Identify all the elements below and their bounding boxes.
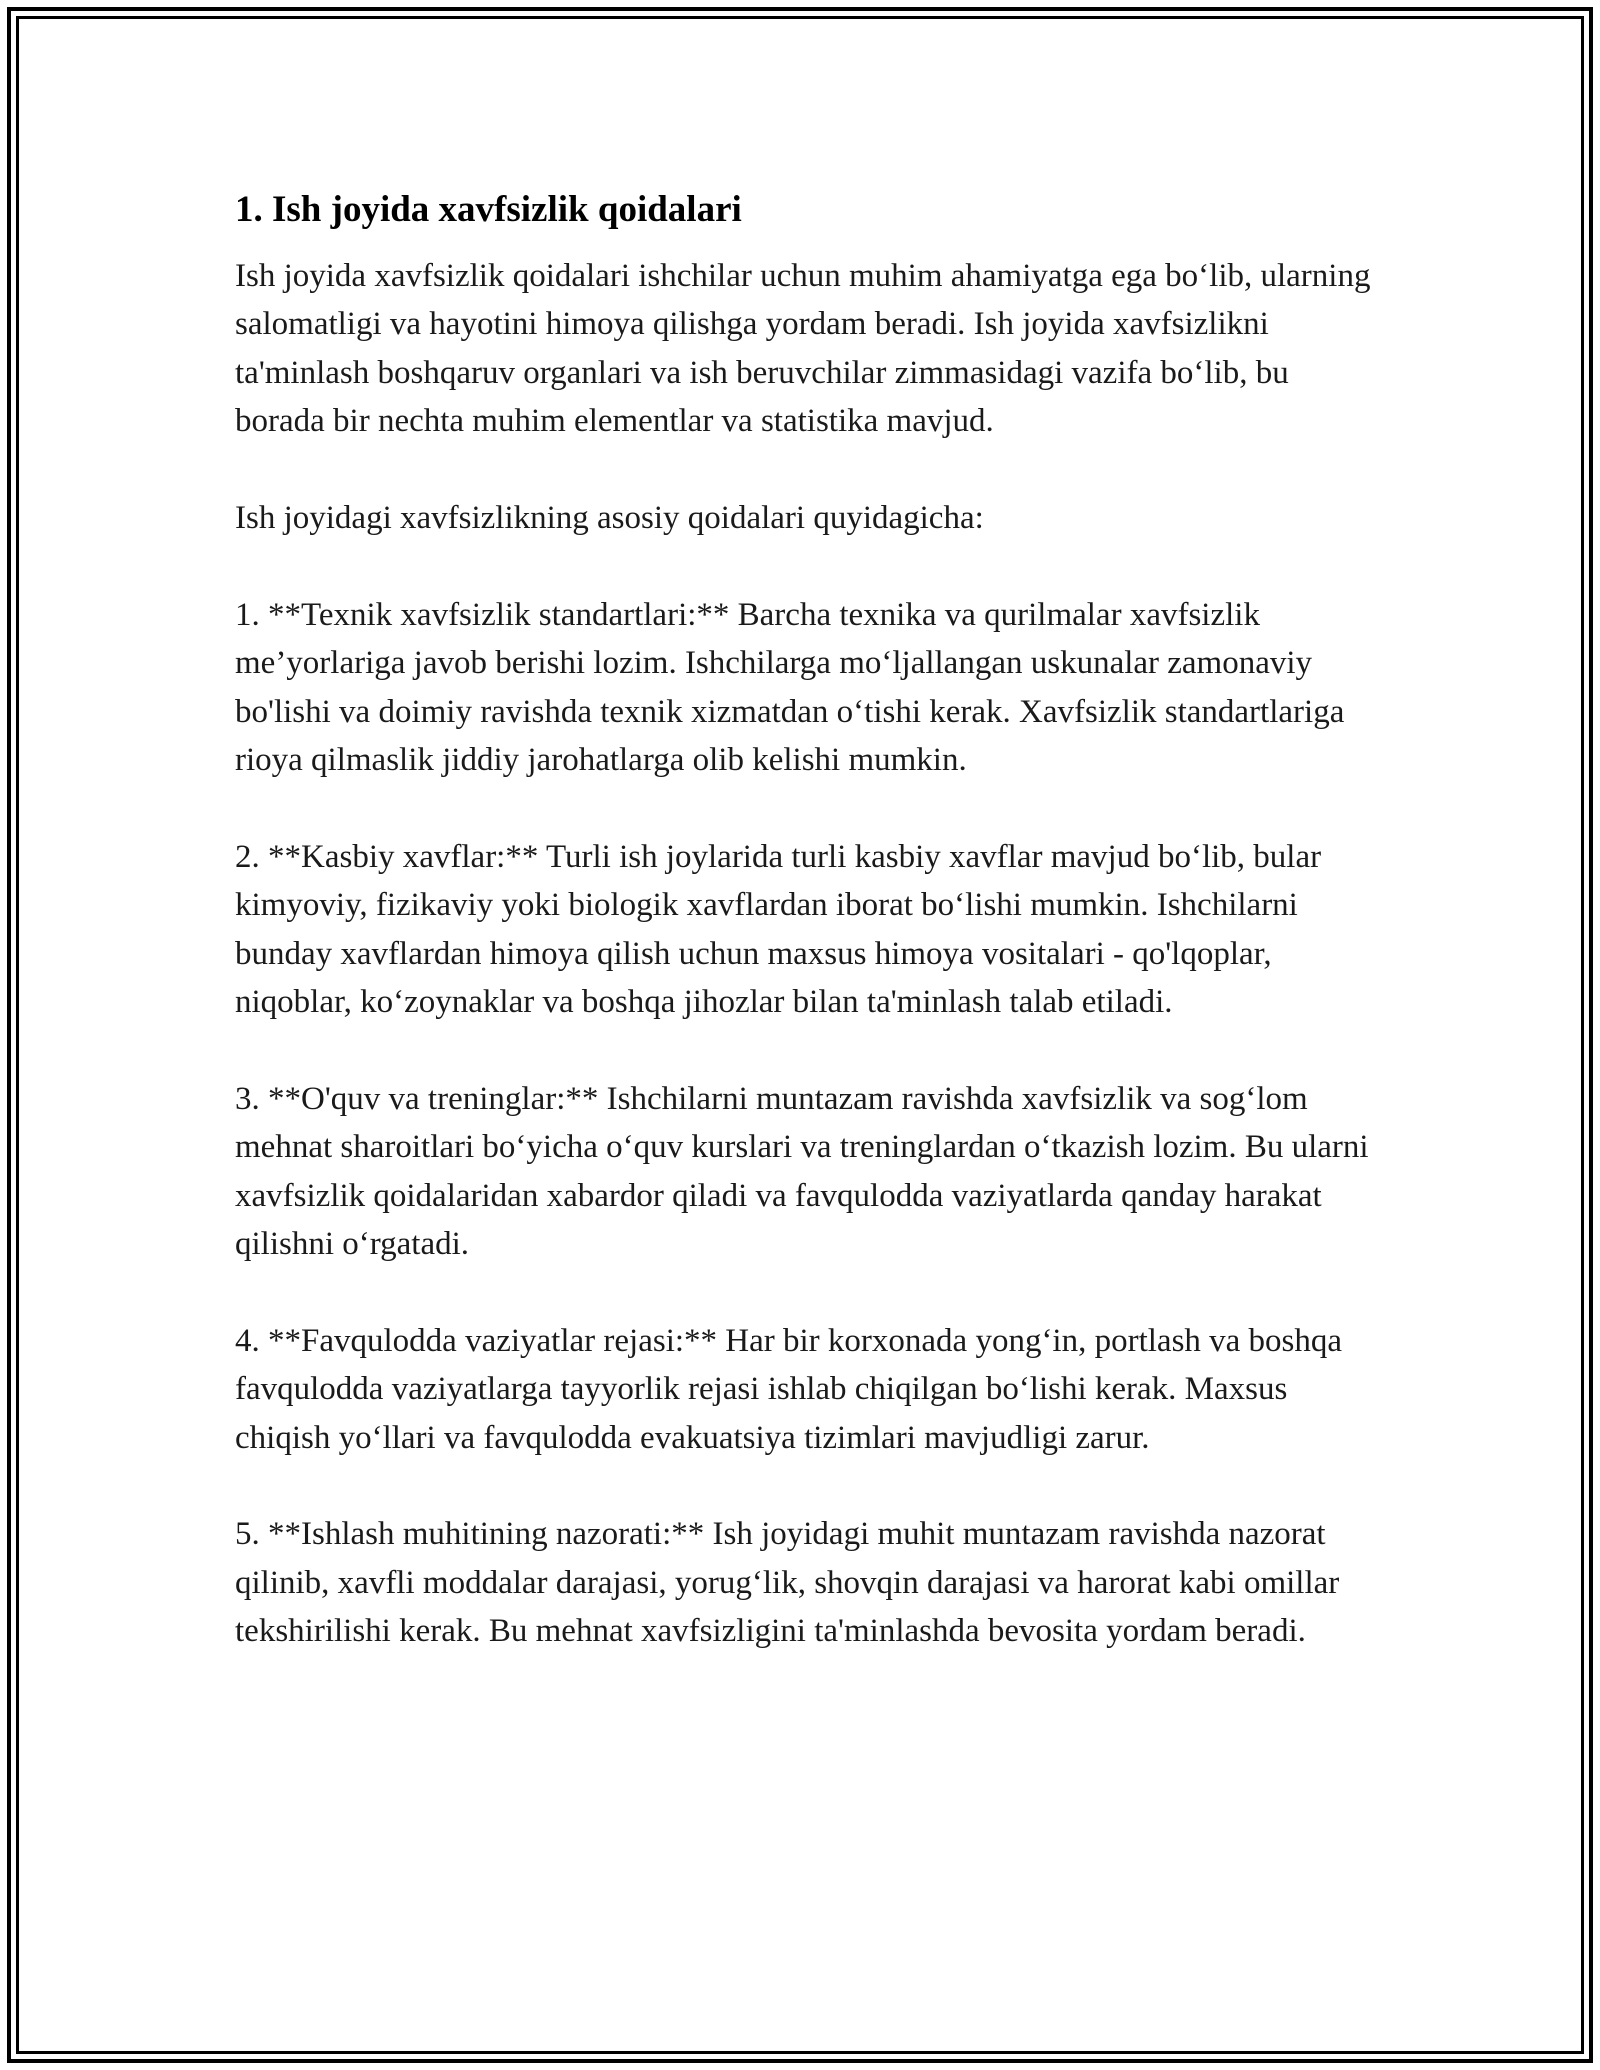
section-heading: 1. Ish joyida xavfsizlik qoidalari [235,189,742,230]
rules-lead-paragraph: Ish joyidagi xavfsizlikning asosiy qoidalari quyidagicha: [235,500,984,537]
rule-item-emergency-plan: 4. **Favqulodda vaziyatlar rejasi:** Har bir korxonada yong‘in, portlash va boshqa favqulodda vaziyatlarga tayyorlik rejasi ishlab chiqilgan bo‘lishi kerak. Maxsus chiqish yo‘llari va favqulodda evakuatsiya tizimlari mavjudligi zarur. [235,1322,1343,1456]
rule-item-environment-control: 5. **Ishlash muhitining nazorati:** Ish joyidagi muhit muntazam ravishda nazorat qilinib, xavfli moddalar darajasi, yorug‘lik, shovqin darajasi va harorat kabi omillar tekshirilishi kerak. Bu mehnat xavfsizligini ta'minlashda bevosita yordam beradi. [235,1516,1340,1650]
rule-item-training: 3. **O'quv va treninglar:** Ishchilarni muntazam ravishda xavfsizlik va sog‘lom mehnat sharoitlari bo‘yicha o‘quv kurslari va treninglardan o‘tkazish lozim. Bu ularni xavfsizlik qoidalaridan xabardor qiladi va favqulodda vaziyatlarda qanday harakat qilishni o‘rgatadi. [235,1080,1369,1263]
rule-item-technical-standards: 1. **Texnik xavfsizlik standartlari:** Barcha texnika va qurilmalar xavfsizlik me’yorlariga javob berishi lozim. Ishchilarga mo‘ljallangan uskunalar zamonaviy bo'lishi va doimiy ravishda texnik xizmatdan o‘tishi kerak. Xavfsizlik standartlariga rioya qilmaslik jiddiy jarohatlarga olib kelishi mumkin. [235,596,1345,779]
rule-item-occupational-hazards: 2. **Kasbiy xavflar:** Turli ish joylarida turli kasbiy xavflar mavjud bo‘lib, bular kimyoviy, fizikaviy yoki biologik xavflardan iborat bo‘lishi mumkin. Ishchilarni bunday xavflardan himoya qilish uchun maxsus himoya vositalari - qo'lqoplar, niqoblar, ko‘zoynaklar va boshqa jihozlar bilan ta'minlash talab etiladi. [235,838,1322,1021]
intro-paragraph: Ish joyida xavfsizlik qoidalari ishchilar uchun muhim ahamiyatga ega bo‘lib, ularning salomatligi va hayotini himoya qilishga yordam beradi. Ish joyida xavfsizlikni ta'minlash boshqaruv organlari va ish beruvchilar zimmasidagi vazifa bo‘lib, bu borada bir nechta muhim elementlar va statistika mavjud. [235,258,1371,440]
document-body [235,186,1385,1704]
